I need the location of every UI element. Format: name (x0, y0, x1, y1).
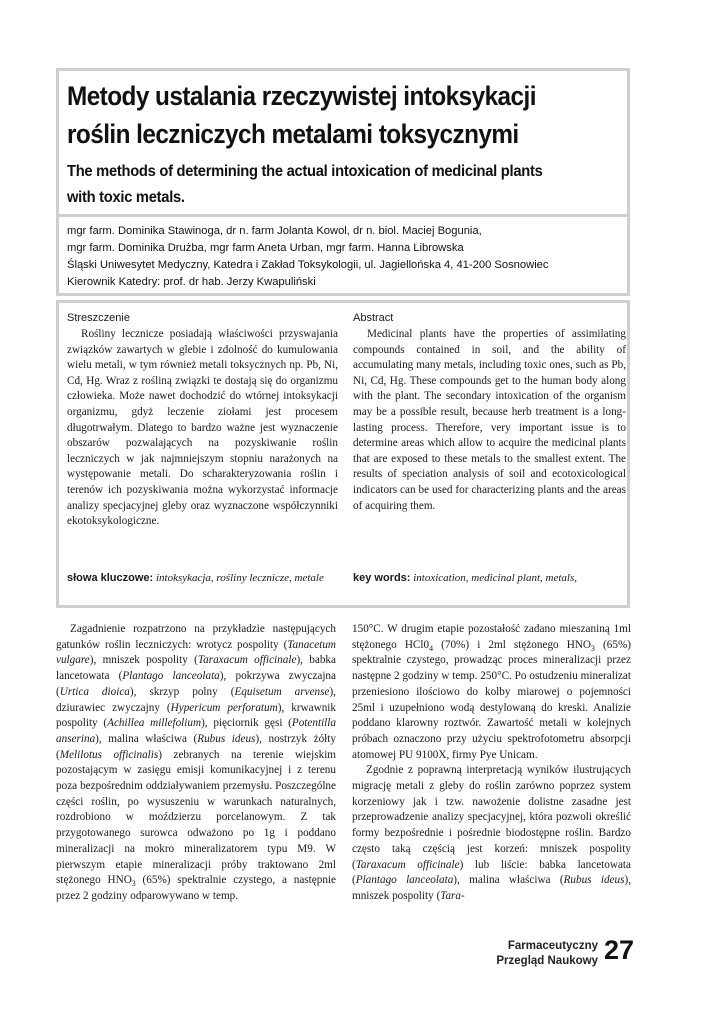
body-column-right (352, 622, 631, 905)
abstract-english (353, 311, 626, 514)
species-name: Rubus ideus (197, 732, 256, 745)
body-paragraph: Zagadnienie rozpatrzono na przykładzie następujących gatunków roślin leczniczych: wrotycz pospolity (Tanacetum vulgare), mniszek pospolity (Taraxacum officinale), babka lancetowata (Plantago lanceolata), pokrzywa zwyczajna (Urtica dioica), skrzyp polny (Equisetum arvense), dziurawiec zwyczajny (Hypericum perforatum), krwawnik pospolity (Achillea millefolium), pięciornik gęsi (Potentilla anserina), malina właściwa (Rubus ideus), nostrzyk żółty (Melilotus officinalis) zebranych na terenie wiejskim pozostającym w zasięgu emisji komunikacyjnej i z terenu poza bezpośrednim oddziaływaniem przemysłu. Poszczególne części roślin, po wysuszeniu w warunkach naturalnych, rozdrobiono w moździerzu porcelanowym. Z tak przygotowanego surowca odważono po 1g i poddano mineralizacji na mokro mineralizatorem typu M9. W pierwszym etapie mineralizacji próby traktowano 2ml stężonego $HNO_3$ (65%) spektralnie czystego, a następnie przez 2 godziny odparowywano w temp. (56, 623, 337, 902)
species-name: Tanacetum vulgare (56, 638, 336, 667)
species-name: Taraxacum officinale (355, 858, 460, 871)
body-paragraph: Zgodnie z poprawną interpretacją wyników ilustrujących migrację metali z gleby do roślin zarówno poprzez system korzeniowy jak i tzw. nawożenie dolistne zasadne jest przeprowadzenie analizy specjacyjnej, która pozwoli określić formy bezpośrednie i pośrednie biodostępne roślin. Bardzo często taką częścią jest korzeń: mniszek pospolity (Taraxacum officinale) lub liście: babka lancetowata (Plantago lanceolata), malina właściwa (Rubus ideus), mniszek pospolity (Tara- (352, 764, 631, 902)
subscript: 3 (131, 879, 136, 889)
keywords-label-polish: słowa kluczowe: (67, 572, 154, 584)
journal-name-line-2: Przegląd Naukowy (496, 955, 598, 967)
authors-line-1: mgr farm. Dominika Stawinoga, dr n. farm Jolanta Kowol, dr n. biol. Maciej Bogunia, (67, 225, 482, 237)
body-paragraph: 150°C. W drugim etapie pozostałość zadano mieszaniną 1ml stężonego $HCl0_4$ (70%) i 2ml stężonego $HNO_3$ (65%) spektralnie czystego, prowadząc proces mineralizacji przez następne 2 godziny w temp. 250°C. Po ostudzeniu mineralizat przeniesiono ilościowo do kolby miarowej o pojemności 25ml i uzupełniono wodą destylowaną do kreski. Analizie poddano klarowny roztwór. Zawartość metali w kolejnych próbach oznaczono przy użyciu spektrofotometru absorpcji atomowej PU 9100X, firmy Pye Unicam. (352, 623, 631, 761)
article-title-polish (67, 77, 571, 153)
species-name: Melilotus officinalis (59, 748, 159, 761)
summary-polish (67, 311, 338, 530)
subscript: 4 (429, 643, 434, 653)
species-name: Taraxacum officinale (197, 654, 297, 667)
species-name: Plantago lanceolata (122, 670, 220, 683)
species-name: Urtica dioica (59, 685, 130, 698)
author-block (67, 223, 667, 291)
species-name: Hypericum perforatum (170, 701, 278, 714)
species-name: Potentilla anserina (56, 717, 336, 745)
title-pl-line-1: Metody ustalania rzeczywistej intoksykacji (67, 81, 536, 111)
title-pl-line-2: roślin leczniczych metalami toksycznymi (67, 119, 519, 149)
keywords-label-english: key words: (353, 572, 411, 584)
keywords-value-english: intoxication, medicinal plant, metals, (413, 572, 577, 584)
species-name: Tara- (440, 889, 465, 902)
keywords-polish (67, 571, 338, 586)
keywords-value-polish: intoksykacja, rośliny lecznicze, metale (155, 572, 324, 584)
journal-name (478, 939, 598, 969)
species-name: Achillea millefolium (107, 717, 202, 730)
article-header (56, 68, 630, 296)
abstract-box (56, 300, 630, 608)
keywords-english (353, 571, 626, 586)
authors-line-2: mgr farm. Dominika Drużba, mgr farm Aneta Urban, mgr farm. Hanna Librowska (67, 242, 464, 254)
header-divider (59, 214, 627, 217)
article-title-english (67, 159, 582, 211)
subscript: 3 (591, 643, 595, 653)
abstract-text: Medicinal plants have the properties of assimilating compounds contained in soil, and the ability of accumulating many metals, including toxic ones, such as Pb, Ni, Cd, Hg. These compounds get to the human body along with the plant. The secondary intoxication of the organism may be a possible result, because herb treatment is a long-lasting process. Therefore, very important issue is to determine areas which allow to acquire the medicinal plants that are exposed to these metals to the smallest extent. The results of speciation analysis of soil and ecotoxicological indicators can be used for characterizing plants and the areas of acquiring them. (353, 328, 626, 512)
journal-name-line-1: Farmaceutyczny (507, 940, 598, 952)
page-number: 27 (604, 935, 635, 965)
species-name: Rubus ideus (563, 874, 625, 887)
summary-text: Rośliny lecznicze posiadają właściwości przyswajania związków zawartych w glebie i zdolność do kumulowania wielu metali, w tym również metali toksycznych np. Pb, Ni, Cd, Hg. Wraz z rośliną związki te dostają się do organizmu człowieka. Może nawet dochodzić do wtórnej intoksykacji organizmu, gdyż leczenie ziołami jest procesem długotrwałym. Dlatego to bardzo ważne jest wyznaczenie obszarów pozwalających na pozyskiwanie roślin leczniczych w jak najmniejszym stopniu narażonych na występowanie metali. Do scharakteryzowania roślin i terenów ich pozyskiwania można wykorzystać informacje analizy specjacyjnej gleby oraz wyznaczone współczynniki ekotoksykologiczne. (67, 328, 338, 528)
body-column-left (56, 622, 336, 905)
summary-heading: Streszczenie (67, 312, 130, 324)
species-name: Plantago lanceolata (355, 874, 454, 887)
head-of-department: Kierownik Katedry: prof. dr hab. Jerzy Kwapuliński (67, 276, 316, 288)
species-name: Equisetum arvense (234, 685, 330, 698)
title-en-line-2: with toxic metals. (67, 189, 185, 206)
affiliation: Śląski Uniwesytet Medyczny, Katedra i Zakład Toksykologii, ul. Jagiellońska 4, 41-200 Sosnowiec (67, 259, 549, 271)
abstract-heading: Abstract (353, 312, 394, 324)
title-en-line-1: The methods of determining the actual intoxication of medicinal plants (67, 163, 543, 180)
